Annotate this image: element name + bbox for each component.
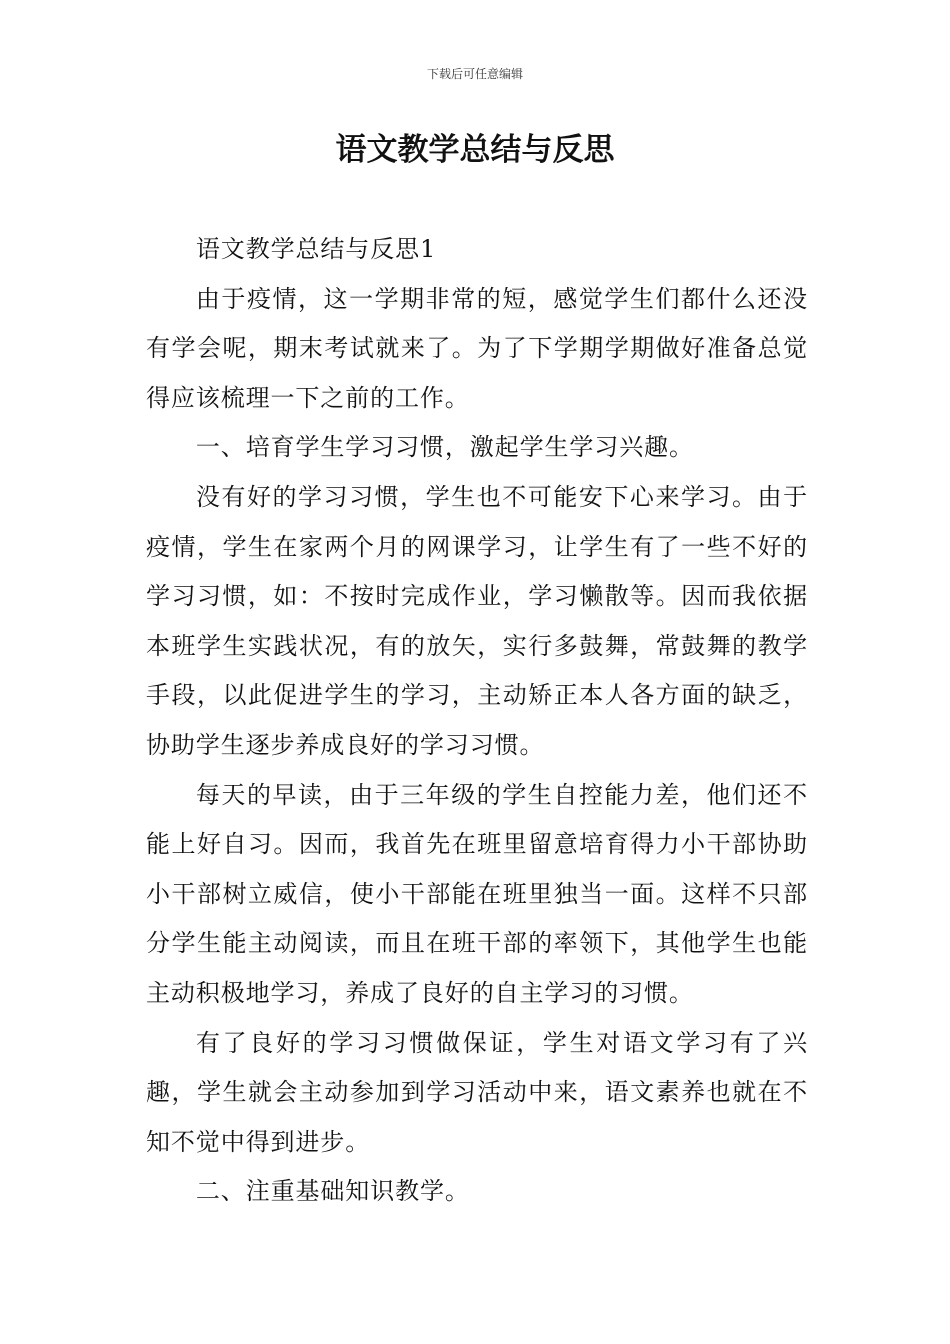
paragraph: 有了良好的学习习惯做保证，学生对语文学习有了兴趣，学生就会主动参加到学习活动中来，语文素养也就在不知不觉中得到进步。 xyxy=(146,1028,808,1156)
section-heading: 语文教学总结与反思1 xyxy=(195,235,437,263)
subsection-heading: 一、培育学生学习习惯，激起学生学习兴趣。 xyxy=(195,433,694,462)
paragraph: 每天的早读，由于三年级的学生自控能力差，他们还不能上好自习。因而，我首先在班里留意培育得力小干部协助小干部树立威信，使小干部能在班里独当一面。这样不只部分学生能主动阅读，而且在班干部的率领下，其他学生也能主动积极地学习，养成了良好的自主学习的习惯。 xyxy=(146,780,808,1007)
document-title: 语文教学总结与反思 xyxy=(335,132,615,168)
document-body xyxy=(146,225,808,1217)
paragraph: 没有好的学习习惯，学生也不可能安下心来学习。由于疫情，学生在家两个月的网课学习，让学生有了一些不好的学习习惯，如：不按时完成作业，学习懒散等。因而我依据本班学生实践状况，有的放矢，实行多鼓舞，常鼓舞的教学手段，以此促进学生的学习，主动矫正本人各方面的缺乏，协助学生逐步养成良好的学习习惯。 xyxy=(146,482,808,759)
subsection-heading: 二、注重基础知识教学。 xyxy=(195,1177,470,1206)
header-note: 下载后可任意编辑 xyxy=(426,67,523,81)
paragraph: 由于疫情，这一学期非常的短，感觉学生们都什么还没有学会呢，期末考试就来了。为了下学期学期做好准备总觉得应该梳理一下之前的工作。 xyxy=(146,284,808,412)
